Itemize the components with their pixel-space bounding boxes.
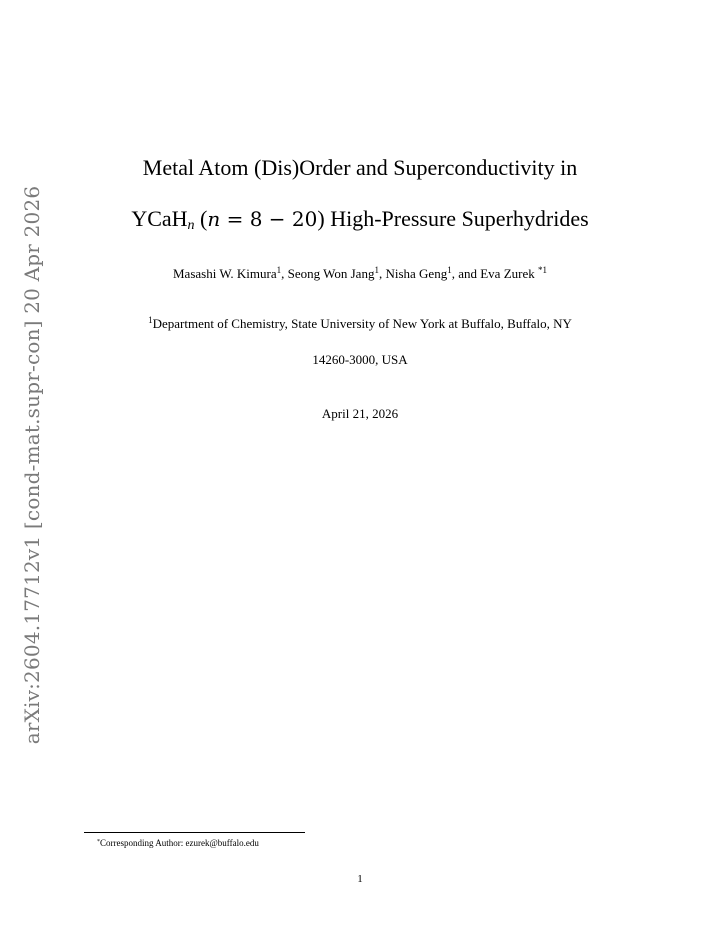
author-list — [0, 266, 720, 282]
author-separator: , and — [451, 266, 481, 281]
footnote-mark: * — [97, 839, 100, 845]
author-affiliation-mark: 1 — [447, 265, 452, 275]
author-affiliation-mark: *1 — [538, 265, 547, 275]
title-formula-subscript: n — [187, 218, 195, 233]
title-line-2 — [0, 206, 720, 232]
author-name: Masashi W. Kimura — [172, 266, 277, 281]
title-line-1: Metal Atom (Dis)Order and Superconductivity in — [142, 155, 578, 180]
title-math-variable: n — [207, 207, 221, 231]
author-separator: , — [378, 266, 386, 281]
author-affiliation-mark: 1 — [276, 265, 282, 275]
title-paren-close: ) — [317, 206, 325, 231]
author-name: Nisha Geng — [385, 266, 448, 281]
footnote — [97, 838, 259, 849]
footnote-divider — [84, 832, 305, 833]
arxiv-identifier[interactable]: arXiv:2604.17712v1 [cond-mat.supr-con] 20 Apr 2026 — [20, 185, 44, 745]
title-formula: YCaH — [131, 206, 188, 231]
author-affiliation-mark: 1 — [374, 265, 379, 275]
footnote-text: Corresponding Author: ezurek@buffalo.edu — [100, 838, 259, 848]
publication-date: April 21, 2026 — [321, 406, 399, 421]
title-math-range: = 8 − 20 — [220, 207, 318, 231]
affiliation-mark: 1 — [148, 315, 153, 325]
affiliation-line-2: 14260-3000, USA — [312, 352, 408, 367]
affiliation-text: Department of Chemistry, State University of New York at Buffalo, Buffalo, NY — [152, 316, 572, 331]
page-number: 1 — [357, 873, 363, 885]
author-separator: , — [281, 266, 288, 281]
author-name: Eva Zurek — [480, 266, 538, 281]
affiliation-line-1 — [0, 316, 720, 332]
author-name: Seong Won Jang — [287, 266, 375, 281]
title-paren-open: ( — [200, 206, 208, 231]
title-suffix: High-Pressure Superhydrides — [324, 206, 589, 231]
